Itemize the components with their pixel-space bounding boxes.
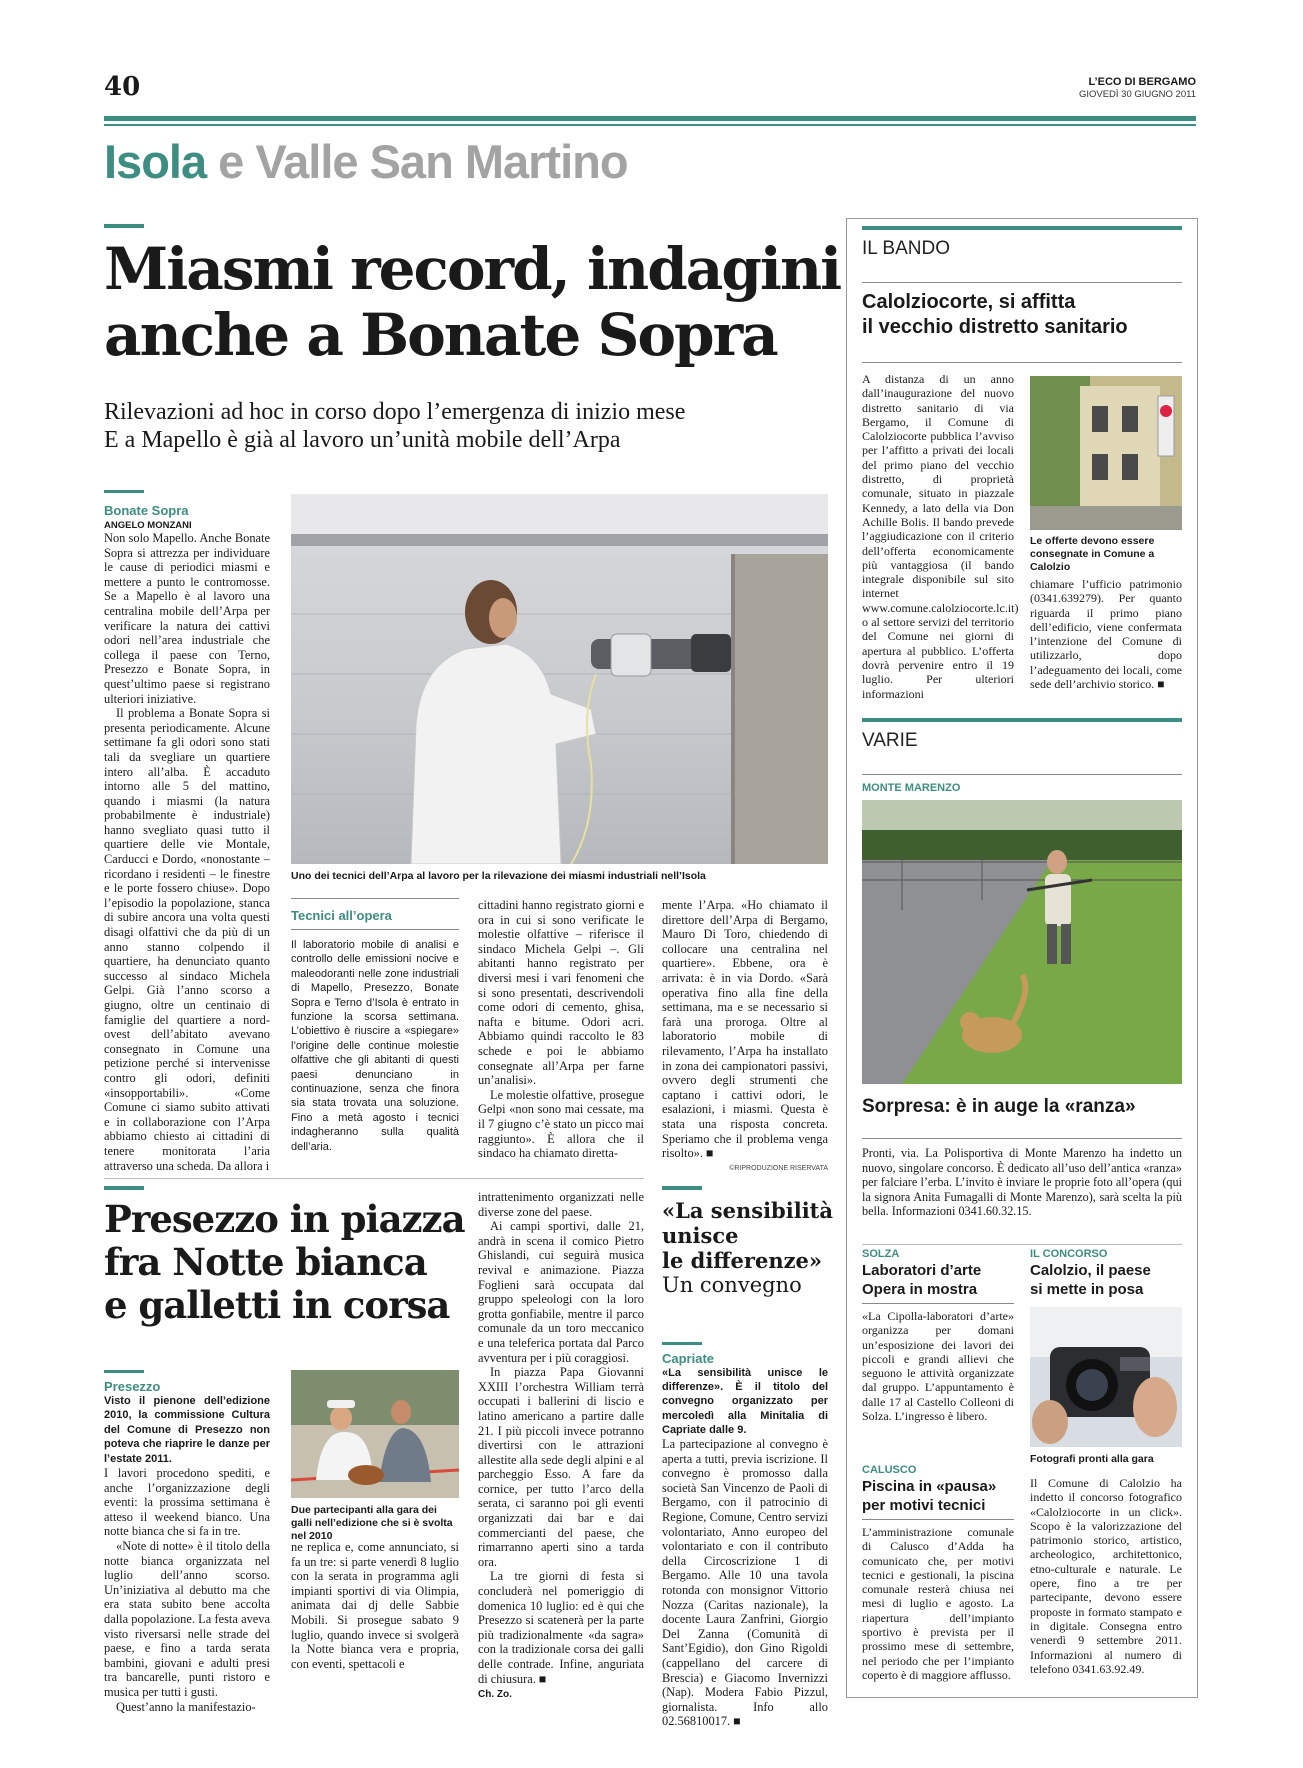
main-subhead-line1: Rilevazioni ad hoc in corso dopo l’emergenza di inizio mese xyxy=(104,399,686,425)
main-place-rule xyxy=(104,490,144,493)
main-copyright: ©RIPRODUZIONE RISERVATA xyxy=(729,1164,828,1172)
box-tecnici xyxy=(291,898,459,1154)
bando-photo-illustration xyxy=(1030,376,1182,530)
varie-label-rule xyxy=(862,774,1182,775)
section-title xyxy=(104,134,628,189)
presezzo-photo-illustration xyxy=(291,1370,459,1498)
presezzo-col1-p2: «Note di notte» è il titolo della notte bianca organizzata nel luglio dell’anno scorso. Un’iniziativa al debutto ma che era stata subito bene accolta dalla popolazione. La festa aveva visto riversarsi nelle strade del paese, e fino a tarda serata bambini, giovani e adulti presi tra bancarelle, punti ristoro e musica per tutti i gusti. xyxy=(104,1539,270,1699)
main-col1 xyxy=(104,490,270,1173)
box-tecnici-rule xyxy=(291,898,459,899)
bando-label-rule xyxy=(862,282,1182,283)
presezzo-headline-line1: Presezzo in piazza xyxy=(104,1197,465,1241)
presezzo-photo xyxy=(291,1370,459,1498)
bando-title-line1: Calolziocorte, si affitta xyxy=(862,291,1076,313)
concorso-text: Il Comune di Calolzio ha indetto il concorso fotografico «Calolziocorte in un click». Scopo è la valorizzazione del patrimonio storico, artistico, archeologico, architettonico, etno-culturale e naturale. Le opere, fino a tre per partecipante, devono essere proposte in formato stampato e in digitale. Consegna entro venerdì 9 settembre 2011. Informazioni al numero di telefono 0341.63.92.49. xyxy=(1030,1476,1182,1676)
marenzo-title: Sorpresa: è in auge la «ranza» xyxy=(862,1096,1136,1117)
box-tecnici-text: Il laboratorio mobile di analisi e controllo delle emissioni nocive e maleodoranti nelle zone industriali di Mapello, Presezzo, Bonate Sopra e Terno d’Isola è entrato in funzione la scorsa settimana. L’obiettivo è riuscire a «spiegare» l’origine delle continue molestie olfattive che gli abitanti di questi paesi denunciano in continuazione, senza che finora sia stata trovata una soluzione. Fino a metà agosto i tecnici indagheranno sulla qualità dell’aria. xyxy=(291,939,459,1153)
presezzo-headline xyxy=(104,1198,464,1327)
sensibilita-headline-line1: «La sensibilità xyxy=(662,1198,833,1223)
presezzo-photo-caption: Due partecipanti alla gara dei galli nell’edizione che si è svolta nel 2010 xyxy=(291,1504,453,1542)
presezzo-col1 xyxy=(104,1370,270,1714)
main-col1-p2: Il problema a Bonate Sopra si presenta periodicamente. Alcune settimane fa gli odori sono stati tali da svegliare un quartiere intero all’alba. È accaduto intorno alle 5 del mattino, quando i miasmi (la natura probabilmente è industriale) hanno svegliato quasi tutto il quartiere delle vie Montale, Carducci e Dordo, «nonostante – ricordano i residenti – le finestre e le porte fossero chiuse». Dopo l’episodio la popolazione, stanca di subire ancora una volta questi disagi olfattivi che da più di un anno stanno colpendo il quartiere, ha denunciato quanto successo al sindaco Michela Gelpi. Già l’anno scorso a giugno, oltre un centinaio di famiglie del quartiere a nord-ovest dell’abitato avevano consegnato in Comune una petizione perché si intervenisse contro gli odori, definiti «insopportabili». «Come Comune ci siamo subito attivati e in collaborazione con l’Arpa abbiamo chiesto ai cittadini di tenere monitorata l’aria attraverso una scheda. Da allora i xyxy=(104,706,270,1173)
marenzo-photo xyxy=(862,800,1182,1084)
calusco-block xyxy=(862,1464,1014,1682)
bando-photo xyxy=(1030,376,1182,530)
main-author: ANGELO MONZANI xyxy=(104,520,192,531)
sensibilita-headline-line4: Un convegno xyxy=(662,1273,802,1297)
presezzo-col1-p3: Quest’anno la manifestazio- xyxy=(116,1699,256,1714)
presezzo-col1-p1: I lavori procedono spediti, e anche l’organizzazione degli eventi: la prossima settimana è atteso il weekend bianco. Una notte bianca che si fa in tre. xyxy=(104,1466,270,1539)
marenzo-place: MONTE MARENZO xyxy=(862,782,961,794)
main-headline-line2: anche a Bonate Sopra xyxy=(104,301,777,369)
presezzo-col3-p4: La tre giorni di festa si concluderà nel pomeriggio di domenica 10 luglio: ed è qui che Presezzo si scatenerà per la parte più tradizionalmente «da sagra» con la tradizionale corsa dei galli delle contrade. Infine, anguriata di chiusura. ■ xyxy=(478,1569,644,1686)
bando-title-rule xyxy=(862,362,1182,363)
main-col3 xyxy=(478,898,644,1161)
section-title-valle: e Valle San Martino xyxy=(218,135,628,188)
sensibilita-p1: La partecipazione al convegno è aperta a tutti, previa iscrizione. Il convegno è promosso dalla società San Vincenzo de Paoli di Bergamo, con il patrocinio di Regione, Comune, Centro servizi volontariato, Anno europeo del volontariato e con il contributo della Circoscrizione 1 di Bergamo. Alle 10 una tavola rotonda con monsignor Vittorio Nozza (Caritas nazionale), la docente Laura Zanfrini, Giorgio Del Zanna (Comunità di Sant’Egidio), don Gino Rigoldi (cappellano del carcere di Brescia) e Giacomo Invernizzi (Nap). Modera Fabio Pizzul, giornalista. Info allo 02.56810017. ■ xyxy=(662,1437,828,1729)
marenzo-body xyxy=(862,1146,1182,1219)
marenzo-bottom-rule xyxy=(862,1244,1182,1245)
sensibilita-rule xyxy=(662,1186,702,1190)
presezzo-place-rule xyxy=(104,1370,144,1373)
presezzo-rule xyxy=(104,1186,144,1190)
concorso-title-line2: si mette in posa xyxy=(1030,1281,1144,1298)
marenzo-photo-illustration xyxy=(862,800,1182,1084)
presezzo-lead: Visto il pienone dell’edizione 2010, la commissione Cultura del Comune di Presezzo non poteva che riaprire le danze per l’estate 2011. xyxy=(104,1395,270,1465)
main-photo xyxy=(291,494,828,864)
sensibilita-headline-line3: le differenze» xyxy=(662,1248,823,1273)
presezzo-col3-p3: In piazza Papa Giovanni XXIII l’orchestra William terrà occupati i ballerini di liscio e latino americano a partire dalle 21. I più piccoli invece potranno divertirsi con le attrazioni allestite alla sede degli alpini e al parcheggio Esso. A fare da cornice, per tutto l’arco della serata, ci saranno poi gli eventi organizzati dai bar e dai commercianti del paese, che rimarranno aperti sino a tarda ora. xyxy=(478,1365,644,1569)
concorso-block xyxy=(1030,1248,1182,1676)
solza-place: SOLZA xyxy=(862,1248,900,1260)
solza-title-line2: Opera in mostra xyxy=(862,1281,978,1298)
sensibilita-headline xyxy=(662,1198,832,1298)
main-col1-p1: Non solo Mapello. Anche Bonate Sopra si attrezza per individuare le cause di periodici miasmi e mettere a punto le contromosse. Se a Mapello è al lavoro una centralina mobile dell’Arpa per verificare la natura dei cattivi odori nell’area industriale che collega il paese con Terno, Presezzo e Bonate Sopra, in quest’ultimo paese si registrano ulteriori iniziative. xyxy=(104,531,270,706)
bando-label: IL BANDO xyxy=(862,238,950,259)
presezzo-place: Presezzo xyxy=(104,1379,161,1394)
concorso-title xyxy=(1030,1261,1182,1299)
varie-top-rule xyxy=(862,718,1182,722)
concorso-photo-illustration xyxy=(1030,1307,1182,1447)
main-col3-p2: Le molestie olfattive, prosegue Gelpi «non sono mai cessate, ma il 7 giugno c’è stato un picco mai raggiunto». È allora che il sindaco ha chiamato diretta- xyxy=(478,1087,644,1161)
main-headline-line1: Miasmi record, indagini xyxy=(104,235,841,303)
box-tecnici-title: Tecnici all’opera xyxy=(291,908,392,923)
marenzo-text: Pronti, via. La Polisportiva di Monte Marenzo ha indetto un nuovo, singolare concorso. È dedicato all’uso dell’antica «ranza» per falciare l’erba. L’invito è inviare le proprie foto all’opera (qui la signora Anita Fumagalli di Monte Marenzo), sarà scelta la più bella. Informazioni 0341.60.32.15. xyxy=(862,1146,1182,1219)
presezzo-headline-line2: fra Notte bianca xyxy=(104,1240,427,1284)
solza-block xyxy=(862,1248,1014,1423)
main-headline-rule xyxy=(104,224,144,228)
sensibilita-place: Capriate xyxy=(662,1351,715,1366)
varie-label: VARIE xyxy=(862,730,918,751)
box-tecnici-rule2 xyxy=(291,929,459,930)
presezzo-col2 xyxy=(291,1540,459,1671)
bando-top-rule xyxy=(862,226,1182,230)
main-col3-p1: cittadini hanno registrato giorni e ora in cui si sono verificate le molestie olfattive – riferisce il sindaco Michela Gelpi –. Gli abitanti hanno registrato per diversi mesi i vari fenomeni che si sono presentati, descrivendoli come odori di cemento, ghisa, nafta e bitume. Odori acri. Abbiamo quindi raccolto le 83 schede e poi le abbiamo consegnate all’Arpa per farne un’analisi». xyxy=(478,898,644,1088)
solza-title xyxy=(862,1261,1014,1299)
header-rule-thin xyxy=(104,124,1196,126)
presezzo-col2-p1: ne replica e, come annunciato, si fa un tre: si parte venerdì 8 luglio con la serata in programma agli impianti sportivi di via Olimpia, animata dai dj delle Sabbie Mobili. Si prosegue sabato 9 luglio, quando invece si svolgerà la Notte bianca vera e propria, con eventi, spettacoli e xyxy=(291,1540,459,1671)
presezzo-headline-line3: e galletti in corsa xyxy=(104,1283,450,1327)
lower-separator xyxy=(104,1178,644,1179)
bando-col2 xyxy=(1030,577,1182,691)
main-photo-caption: Uno dei tecnici dell’Arpa al lavoro per la rilevazione dei miasmi industriali nell’Isola xyxy=(291,870,706,882)
calusco-title-line1: Piscina in «pausa» xyxy=(862,1478,997,1495)
concorso-photo-caption: Fotografi pronti alla gara xyxy=(1030,1453,1154,1465)
calusco-place: CALUSCO xyxy=(862,1464,917,1476)
concorso-place: IL CONCORSO xyxy=(1030,1248,1108,1260)
calusco-text: L’amministrazione comunale di Calusco d’Adda ha comunicato che, per motivi tecnici e gestionali, la piscina comunale resterà chiusa nei mesi di luglio e agosto. La riapertura dell’impianto sportivo è prevista per il prossimo mese di settembre, nel periodo che per l’impianto coperto è di maggiore afflusso. xyxy=(862,1525,1014,1682)
main-subhead xyxy=(104,398,824,454)
masthead-date: GIOVEDÌ 30 GIUGNO 2011 xyxy=(1078,89,1196,100)
bando-col1-text: A distanza di un anno dall’inaugurazione del nuovo distretto sanitario di via Bergamo, il Comune di Calolziocorte pubblica l’avviso per l’affitto a privati dei locali del primo piano del vecchio distretto, di proprietà comunale, situato in piazzale Kennedy, a lato della via Don Achille Bolis. Il bando prevede l’aggiudicazione con il criterio dell’offerta economicamente più vantaggiosa (il bando integrale disponibile sul sito internet www.comune.calolziocorte.lc.it) o al settore servizi del territorio del Comune nei giorni di apertura al pubblico. L’offerta dovrà pervenire entro il 19 luglio. Per ulteriori informazioni xyxy=(862,372,1019,701)
sensibilita-lead: «La sensibilità unisce le differenze». È il titolo del convegno organizzato per mercoledì alla Minitalia di Capriate dalle 9. xyxy=(662,1367,828,1436)
main-photo-illustration xyxy=(291,494,828,864)
sensibilita-body xyxy=(662,1342,828,1729)
solza-text: «La Cipolla-laboratori d’arte» organizza per domani un’esposizione dei lavori dei piccoli e grandi allievi che seguono le attività organizzate dal gruppo. L’appuntamento è dalle 17 al Castello Colleoni di Solza. L’ingresso è libero. xyxy=(862,1309,1014,1424)
solza-title-rule xyxy=(862,1303,1014,1304)
concorso-title-line1: Calolzio, il paese xyxy=(1030,1262,1151,1279)
page-number: 40 xyxy=(104,72,141,102)
calusco-title xyxy=(862,1477,1014,1515)
main-col4-p1: mente l’Arpa. «Ho chiamato il direttore dell’Arpa di Bergamo, Mauro Di Toro, chiedendo di collocare una centralina nel quartiere». Ebbene, ora è arrivata: è in via Dordo. «Sarà operativa fino alla fine della settimana, ma e se necessario si farà una proroga. Oltre al laboratorio mobile di rilevamento, l’Arpa ha installato in zona dei campionatori passivi, ovvero degli strumenti che captano i cattivi odori, le esalazioni, i miasmi. Questa è stata una risposta concreta. Speriamo che il problema venga risolto». ■ xyxy=(662,898,828,1161)
presezzo-signature: Ch. Zo. xyxy=(478,1689,512,1701)
main-col4 xyxy=(662,898,828,1172)
presezzo-col3-p1: intrattenimento organizzati nelle diverse zone del paese. xyxy=(478,1190,644,1219)
main-place: Bonate Sopra xyxy=(104,503,189,518)
bando-photo-caption: Le offerte devono essere consegnate in Comune a Calolzio xyxy=(1030,535,1155,573)
bando-title xyxy=(862,290,1182,340)
main-subhead-line2: E a Mapello è già al lavoro un’unità mobile dell’Arpa xyxy=(104,427,621,453)
marenzo-title-rule xyxy=(862,1138,1182,1139)
section-title-isola: Isola xyxy=(104,135,207,188)
concorso-photo xyxy=(1030,1307,1182,1447)
presezzo-col3-p2: Ai campi sportivi, dalle 21, andrà in scena il comico Pietro Ghislandi, cui seguirà musica revival e animazione. Piazza Foglieni sarà occupata dal gruppo speleologi con la loro grotta gonfiabile, mentre il parco comunale da un toro meccanico e una teleferica portata dal Parco avventura per i più coraggiosi. xyxy=(478,1219,644,1365)
bando-col1 xyxy=(862,372,1019,701)
bando-title-line2: il vecchio distretto sanitario xyxy=(862,316,1128,338)
masthead-paper: L’ECO DI BERGAMO xyxy=(1088,76,1196,88)
header-rule xyxy=(104,116,1196,121)
sensibilita-headline-line2: unisce xyxy=(662,1223,739,1248)
calusco-title-line2: per motivi tecnici xyxy=(862,1497,986,1514)
sensibilita-place-rule xyxy=(662,1342,702,1345)
calusco-title-rule xyxy=(862,1519,1014,1520)
bando-col2-text: chiamare l’ufficio patrimonio (0341.639279). Per quanto riguarda il primo piano dell’edificio, viene confermata l’intenzione del Comune di utilizzarlo, dopo l’adeguamento dei locali, come sede dell’archivio storico. ■ xyxy=(1030,577,1182,692)
presezzo-col3 xyxy=(478,1190,644,1700)
solza-title-line1: Laboratori d’arte xyxy=(862,1262,982,1279)
main-headline xyxy=(104,235,841,369)
